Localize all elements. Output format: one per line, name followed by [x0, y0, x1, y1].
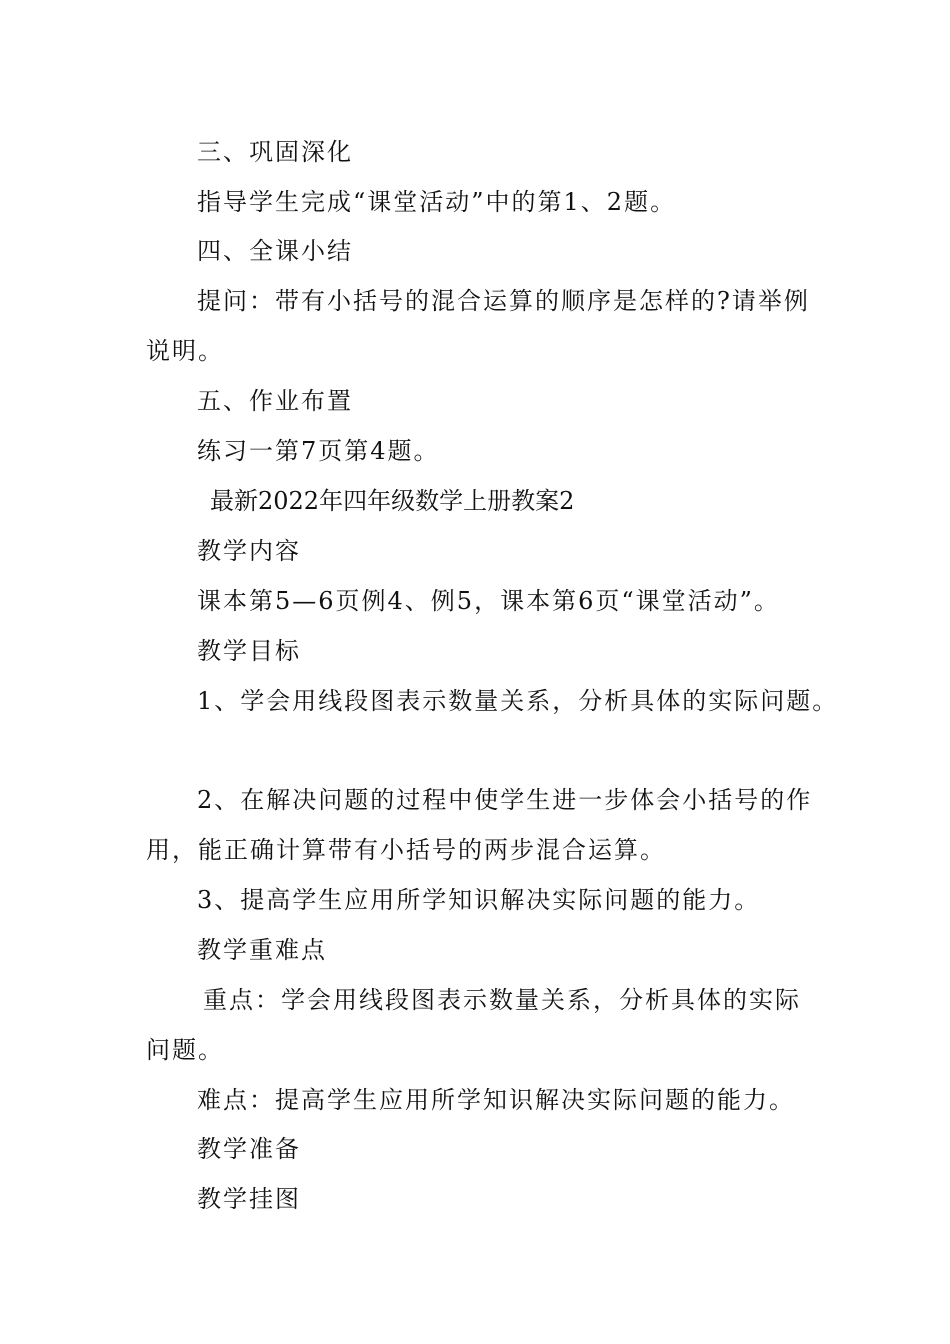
heading-teaching-preparation: 教学准备: [197, 1135, 301, 1163]
heading-key-difficult-points: 教学重难点: [197, 936, 327, 964]
paragraph-teaching-preparation: 教学挂图: [197, 1185, 301, 1213]
section-heading-summary: 四、全课小结: [197, 237, 353, 265]
section-heading-homework: 五、作业布置: [197, 387, 353, 415]
paragraph-summary-line2: 说明。: [146, 337, 224, 365]
paragraph-summary-line1: 提问：带有小括号的混合运算的顺序是怎样的?请举例: [197, 287, 810, 315]
section-heading-consolidate: 三、巩固深化: [197, 138, 353, 166]
goal-item-2-line2: 用，能正确计算带有小括号的两步混合运算。: [146, 836, 666, 864]
goal-item-1: 1、学会用线段图表示数量关系，分析具体的实际问题。: [197, 687, 839, 715]
heading-teaching-content: 教学内容: [197, 537, 301, 565]
document-title: 最新2022年四年级数学上册教案2: [210, 487, 575, 515]
goal-item-2-line1: 2、在解决问题的过程中使学生进一步体会小括号的作: [197, 786, 813, 814]
paragraph-homework: 练习一第7页第4题。: [197, 437, 440, 465]
heading-teaching-goals: 教学目标: [197, 637, 301, 665]
paragraph-consolidate: 指导学生完成“课堂活动”中的第1、2题。: [197, 188, 677, 216]
key-point-line1: 重点：学会用线段图表示数量关系，分析具体的实际: [203, 986, 801, 1014]
goal-item-3: 3、提高学生应用所学知识解决实际问题的能力。: [197, 886, 761, 914]
key-point-line2: 问题。: [146, 1036, 224, 1064]
difficult-point: 难点：提高学生应用所学知识解决实际问题的能力。: [197, 1086, 795, 1114]
paragraph-teaching-content: 课本第5—6页例4、例5，课本第6页“课堂活动”。: [197, 587, 780, 615]
